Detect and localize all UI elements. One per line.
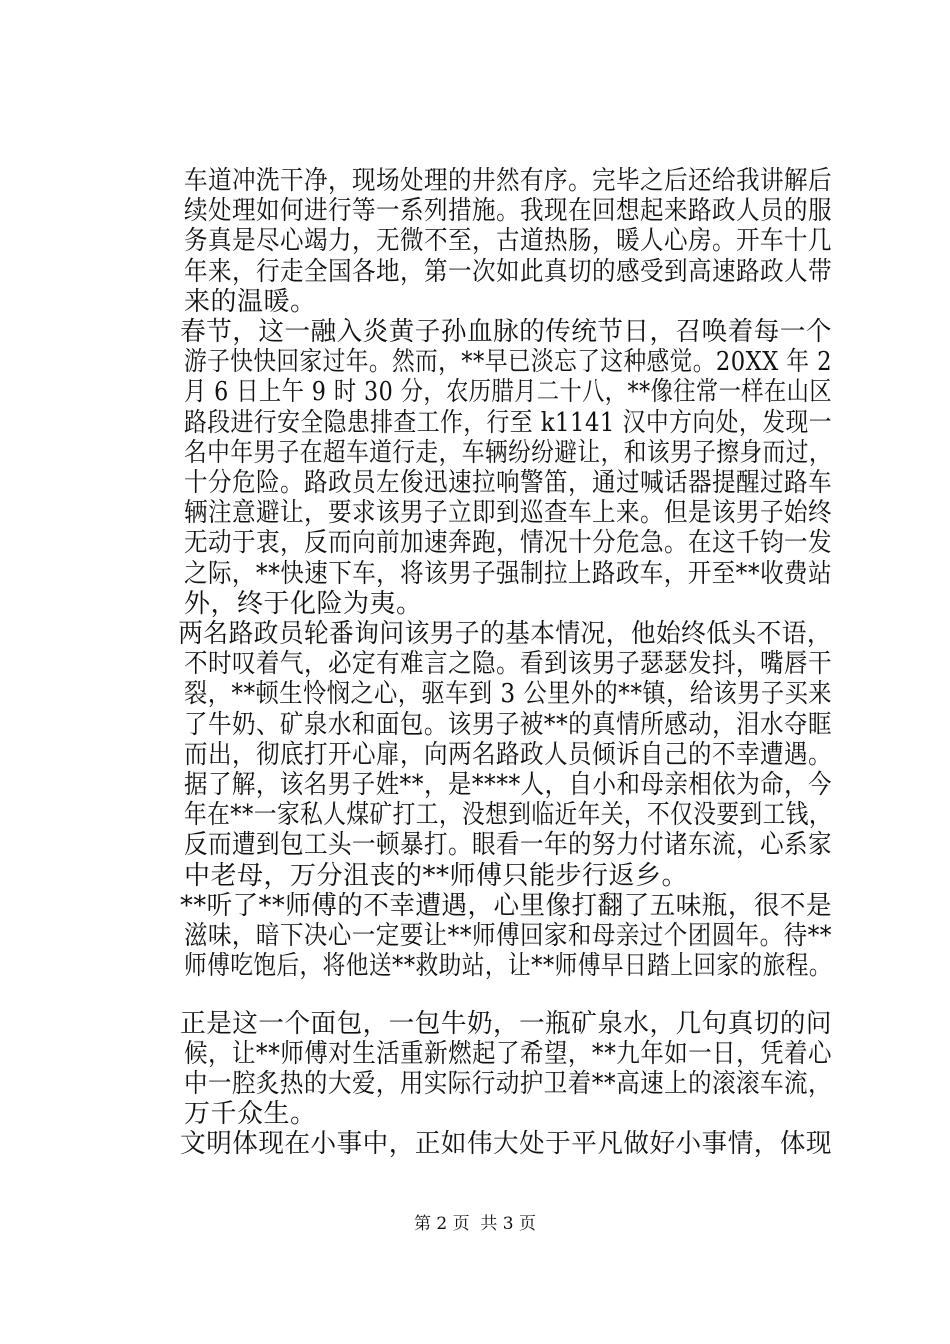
text-line: 无动于衷，反而向前加速奔跑，情况十分危急。在这千钧一发 (184, 528, 832, 558)
text-line: 年在**一家私人煤矿打工，没想到临近年关，不仅没要到工钱， (184, 800, 832, 830)
text-line: 春节，这一融入炎黄子孙血脉的传统节日，召唤着每一个 (128, 317, 832, 347)
text-line: 正是这一个面包，一包牛奶，一瓶矿泉水，几句真切的问 (128, 1009, 832, 1039)
text-line: 据了解，该名男子姓**，是****人，自小和母亲相依为命，今 (184, 770, 832, 800)
text-line: 反而遭到包工头一顿暴打。眼看一年的努力付诸东流，心系家 (184, 830, 832, 860)
text-line: 来的温暖。 (184, 287, 317, 317)
text-line: 两名路政员轮番询问该男子的基本情况，他始终低头不语， (128, 619, 832, 649)
text-line: 文明体现在小事中，正如伟大处于平凡做好小事情，体现 (128, 1129, 832, 1159)
text-line: 名中年男子在超车道行走，车辆纷纷避让，和该男子擦身而过， (184, 438, 832, 468)
page-footer: 第 2 页 共 3 页 (413, 1214, 537, 1234)
text-line: 了牛奶、矿泉水和面包。该男子被**的真情所感动，泪水夺眶 (184, 710, 832, 740)
text-line: **听了**师傅的不幸遭遇，心里像打翻了五味瓶，很不是 (128, 891, 832, 921)
text-line: 游子快快回家过年。然而，**早已淡忘了这种感觉。20XX 年 2 (184, 347, 832, 377)
text-line: 路段进行安全隐患排查工作，行至 k1141 汉中方向处，发现一 (184, 408, 832, 438)
text-line: 之际，**快速下车，将该男子强制拉上路政车，开至**收费站 (184, 559, 832, 589)
text-line: 年来，行走全国各地，第一次如此真切的感受到高速路政人带 (184, 257, 832, 287)
text-line: 十分危险。路政员左俊迅速拉响警笛，通过喊话器提醒过路车 (184, 468, 832, 498)
text-line: 车道冲洗干净，现场处理的井然有序。完毕之后还给我讲解后 (184, 166, 832, 196)
text-line: 务真是尽心竭力，无微不至，古道热肠，暖人心房。开车十几 (184, 226, 832, 256)
text-line: 师傅吃饱后，将他送**救助站，让**师傅早日踏上回家的旅程。 (184, 951, 832, 981)
text-line: 万千众生。 (184, 1099, 317, 1129)
text-line: 续处理如何进行等一系列措施。我现在回想起来路政人员的服 (184, 196, 832, 226)
text-line: 中老母，万分沮丧的**师傅只能步行返乡。 (184, 861, 689, 891)
text-line: 裂，**顿生怜悯之心，驱车到 3 公里外的**镇，给该男子买来 (184, 679, 832, 709)
text-line: 中一腔炙热的大爱，用实际行动护卫着**高速上的滚滚车流， (184, 1069, 832, 1099)
text-line: 候，让**师傅对生活重新燃起了希望，**九年如一日，凭着心 (184, 1039, 832, 1069)
text-line: 辆注意避让，要求该男子立即到巡查车上来。但是该男子始终 (184, 498, 832, 528)
text-line: 外，终于化险为夷。 (184, 589, 423, 619)
text-line: 不时叹着气，必定有难言之隐。看到该男子瑟瑟发抖，嘴唇干 (184, 649, 832, 679)
text-line: 月 6 日上午 9 时 30 分，农历腊月二十八，**像往常一样在山区 (184, 377, 832, 407)
text-line: 滋味，暗下决心一定要让**师傅回家和母亲过个团圆年。待** (184, 921, 832, 951)
text-line: 而出，彻底打开心扉，向两名路政人员倾诉自己的不幸遭遇。 (184, 740, 832, 770)
